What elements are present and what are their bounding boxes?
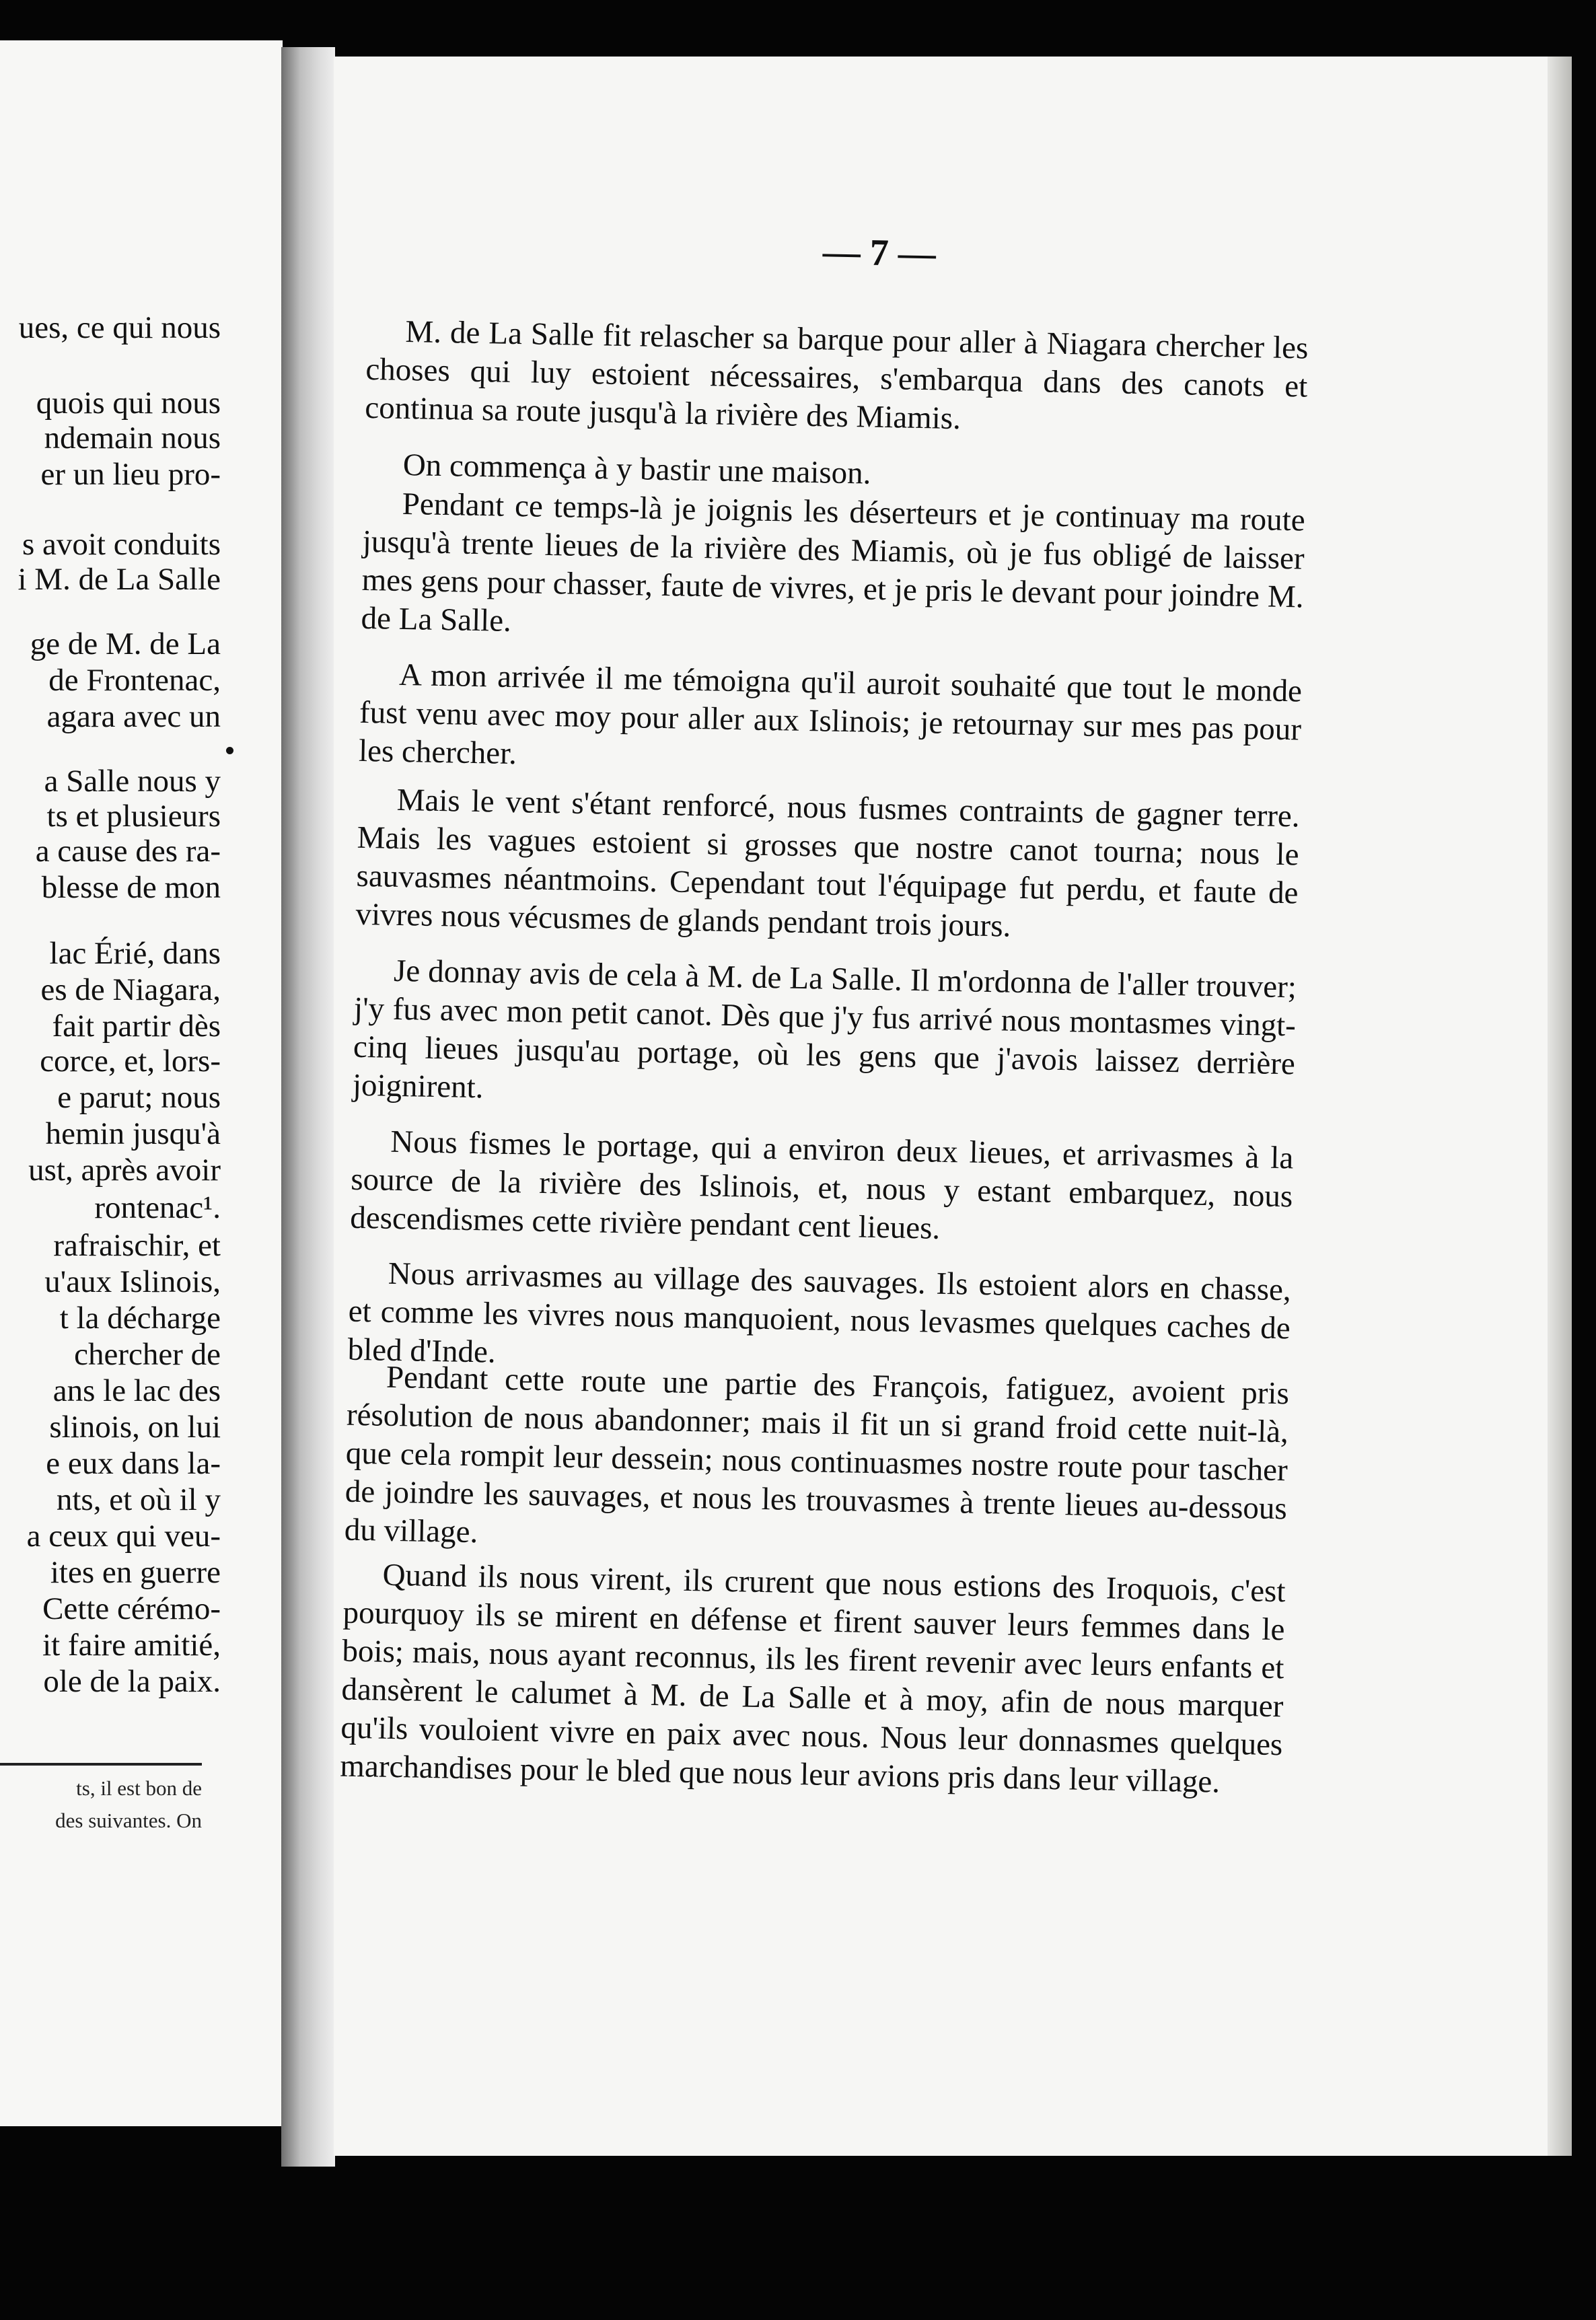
left-page-line: Cette cérémo- (42, 1591, 221, 1626)
left-page-line: t la décharge (59, 1301, 221, 1336)
left-page-line: nts, et où il y (56, 1482, 221, 1517)
left-page-line: a ceux qui veu- (26, 1519, 221, 1554)
left-page-line: ge de M. de La (30, 626, 221, 661)
right-page (334, 57, 1572, 2156)
paragraph: Quand ils nous virent, ils crurent que nous estions des Iroquois, c'est pourquoy ils se mirent en défense et firent sauver leurs femmes dans le bois; mais, nous ayant reconnus, ils les firent revenir avec leurs enfants et dansèrent le calumet à M. de La Salle et à moy, afin de nous marquer qu'ils vouloient vivre en paix avec nous. Nous leur donnasmes quelques marchandises pour le bled que nous leur avions pris dans leur village. (339, 1557, 1286, 1800)
left-page-line: ts et plusieurs (46, 799, 221, 834)
footnote-rule (0, 1763, 202, 1766)
book-spine-gutter (281, 47, 335, 2167)
paragraph: A mon arrivée il me témoigna qu'il auroit souhaité que tout le monde fust venu avec moy pour aller aux Islinois; je retournay sur mes pas pour les chercher. (358, 657, 1303, 772)
page-edge-shadow (1548, 57, 1572, 2156)
paragraph: On commença à y bastir une maison. (402, 447, 871, 491)
left-page-line: e eux dans la- (46, 1446, 221, 1481)
left-page-line: ans le lac des (52, 1373, 221, 1408)
printer-mark (226, 747, 233, 754)
left-page-line: ues, ce qui nous (18, 310, 221, 345)
left-page-line: lac Érié, dans (49, 936, 221, 971)
left-page-line: s avoit conduits (22, 527, 221, 562)
left-page-line: rafraischir, et (53, 1228, 221, 1263)
left-page-line: a cause des ra- (35, 834, 221, 869)
paragraph: Nous arrivasmes au village des sauvages. Ils estoient alors en chasse, et comme les vivres nous manquoient, nous levasmes quelques caches de bled d'Inde. (347, 1256, 1292, 1370)
left-page-line: fait partir dès (52, 1009, 221, 1044)
left-page-line: agara avec un (46, 699, 221, 734)
left-page-line: i M. de La Salle (17, 562, 221, 597)
left-page-line: chercher de (74, 1337, 221, 1372)
paragraph: Mais le vent s'étant renforcé, nous fusmes contraints de gagner terre. Mais les vagues estoient si grosses que nostre canot tourna; nous le sauvasmes néantmoins. Cependant tout l'équipage fut perdu, et faute de vivres nous vécusmes de glands pendant trois jours. (355, 782, 1301, 944)
left-page-line: a Salle nous y (44, 764, 221, 799)
left-page-line: ites en guerre (50, 1555, 221, 1590)
left-footnote-line-2: des suivantes. On (55, 1809, 202, 1832)
left-page-line: ndemain nous (44, 421, 221, 456)
left-page (0, 40, 283, 2126)
left-page-line: quois qui nous (36, 386, 221, 421)
left-footnote-line-1: ts, il est bon de (76, 1776, 202, 1800)
left-page-line: ole de la paix. (43, 1664, 221, 1699)
paragraph: M. de La Salle fit relascher sa barque pour aller à Niagara chercher les choses qui luy estoient nécessaires, s'embarqua dans des canots et continua sa route jusqu'à la rivière des Miamis. (364, 314, 1309, 437)
left-page-line: ust, après avoir (28, 1153, 221, 1188)
paragraph: Nous fismes le portage, qui a environ deux lieues, et arrivasmes à la source de la rivière des Islinois, et, nous y estant embarquez, nous descendismes cette rivière pendant cent lieues. (349, 1124, 1294, 1246)
left-page-line: blesse de mon (41, 870, 221, 905)
right-page-content (337, 57, 1313, 1957)
left-page-line: er un lieu pro- (40, 457, 221, 492)
left-page-line: u'aux Islinois, (44, 1264, 221, 1299)
left-page-line: it faire amitié, (42, 1628, 221, 1663)
left-page-line: de Frontenac, (48, 663, 221, 698)
body-text (339, 57, 1313, 1800)
paragraph: Pendant ce temps-là je joignis les déserteurs et je continuay ma route jusqu'à trente lieues de la rivière des Miamis, où je fus obligé de laisser mes gens pour chasser, faute de vivres, et je pris le devant pour joindre M. de La Salle. (361, 486, 1306, 639)
left-page-line: rontenac¹. (94, 1190, 221, 1225)
left-page-line: corce, et, lors- (40, 1044, 221, 1079)
left-page-line: hemin jusqu'à (45, 1116, 221, 1151)
left-page-line: slinois, on lui (49, 1410, 221, 1445)
page-number: — 7 — (822, 231, 937, 275)
left-page-line: es de Niagara, (40, 972, 221, 1007)
left-page-line: e parut; nous (57, 1080, 221, 1115)
paragraph: Je donnay avis de cela à M. de La Salle. Il m'ordonna de l'aller trouver; j'y fus avec mon petit canot. Dès que j'y fus arrivé nous montasmes vingt-cinq lieues jusqu'au portage, où les gens que j'avois laissez derrière joignirent. (352, 953, 1297, 1105)
paragraph: Pendant cette route une partie des François, fatiguez, avoient pris résolution de nous abandonner; mais il fit un si grand froid cette nuit-là, que cela rompit leur dessein; nous continuasmes nostre route pour tascher de joindre les sauvages, et nous les trouvasmes à trente lieues au-dessous du village. (344, 1359, 1290, 1550)
